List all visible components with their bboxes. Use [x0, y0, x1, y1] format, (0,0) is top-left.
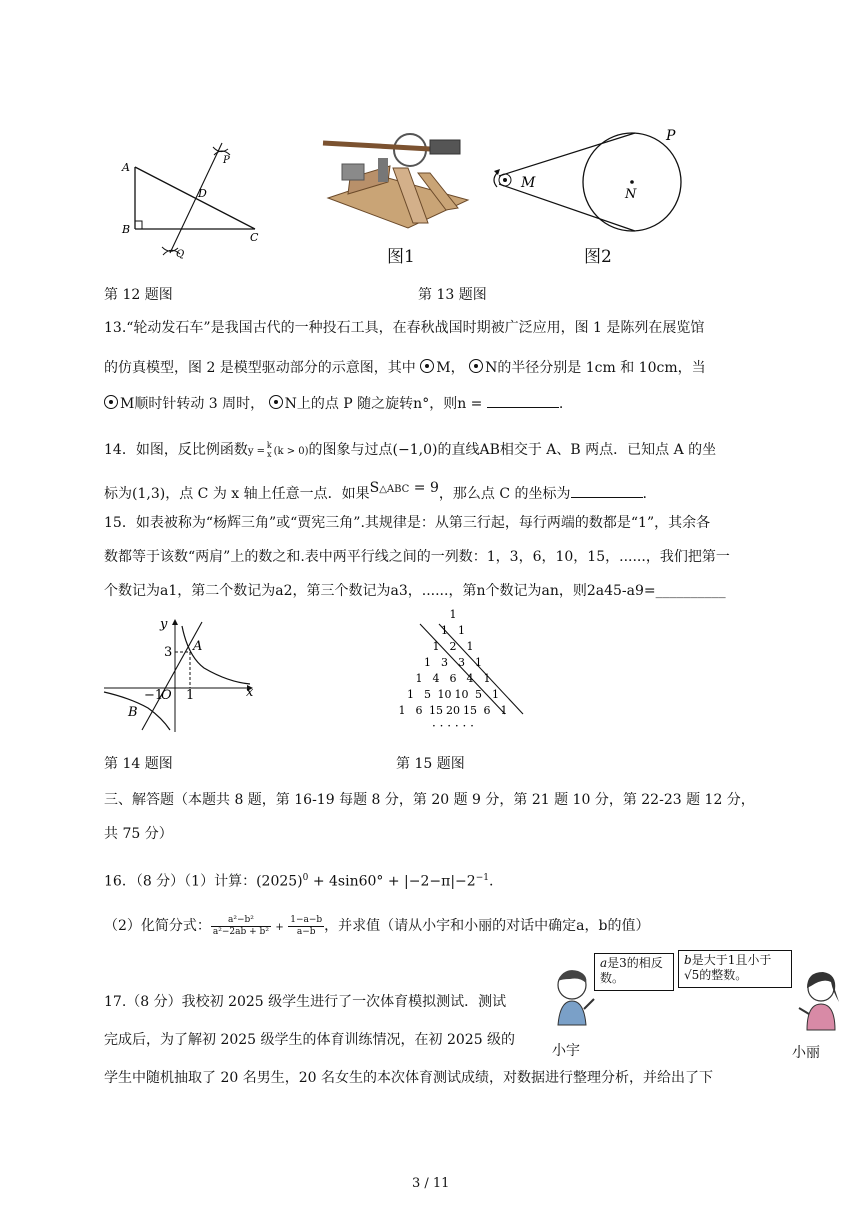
label-P: P	[223, 155, 230, 166]
answer-blank[interactable]	[571, 483, 643, 498]
name-left: 小宇	[552, 1043, 580, 1059]
q14-cond: (k > 0)	[273, 446, 309, 457]
q13-line3-b: N上的点 P 随之旋转n°，则n =	[284, 396, 483, 412]
q15-line2: 数都等于该数“两肩”上的数之和.表中两平行线之间的一列数：1，3，6，10，15，......，我们把第一	[104, 549, 730, 565]
triangle-number: 3	[441, 656, 448, 669]
triangle-number: 6	[449, 672, 457, 685]
q13-line3-c: .	[558, 396, 564, 412]
label-A: A	[122, 161, 130, 174]
q13-line2-text-b: 的半径分别是 1cm 和 10cm，当	[497, 360, 706, 376]
q16-p2-text: ，并求值（请从小宇和小丽的对话中确定a，b的值）	[324, 918, 650, 934]
q15-line1: 15．如表被称为“杨辉三角”或“贾宪三角”.其规律是：从第三行起，每行两端的数都是“1”，其余各	[104, 515, 711, 531]
q17-line2: 完成后，为了解初 2025 级学生的体育训练情况，在初 2025 级的	[104, 1032, 516, 1048]
figure-15-triangle	[335, 602, 565, 742]
bubble-right-var: b	[684, 953, 692, 967]
triangle-number: 1	[475, 656, 482, 669]
q14-line1-d: 相交于 A、B 两点．已知点 A 的坐	[499, 442, 717, 458]
triangle-number: 20	[446, 704, 460, 717]
name-right: 小丽	[792, 1045, 820, 1061]
triangle-number: 15	[463, 704, 477, 717]
q14-ab: AB	[479, 442, 500, 458]
triangle-number: 15	[429, 704, 443, 717]
triangle-number: 6	[483, 704, 491, 717]
origin-label: O	[161, 688, 172, 703]
bubble-right-text1: 是大于1且小于	[691, 953, 772, 967]
q13-line2-text: 的仿真模型，图 2 是模型驱动部分的示意图，其中	[104, 360, 416, 376]
label-B: B	[122, 223, 131, 236]
q16-part2	[104, 912, 649, 942]
q17-line3: 学生中随机抽取了 20 名男生，20 名女生的本次体育测试成绩，对数据进行整理分析，并给出了下	[104, 1070, 713, 1086]
triangle-number: 1	[432, 640, 440, 653]
triangle-number: 1	[466, 640, 474, 653]
triangle-number: 1	[424, 656, 431, 669]
triangle-dots: · · · · · ·	[432, 719, 474, 733]
label-D: D	[198, 187, 207, 200]
q14-func-y: y =	[247, 446, 266, 457]
q14-line2-c: ，那么点 C 的坐标为	[438, 486, 571, 502]
q14-line1-b: 的图象与过点	[308, 442, 393, 458]
figure-12	[110, 135, 270, 265]
frac1-num: a²−b²	[211, 915, 271, 927]
frac-den: x	[267, 450, 272, 459]
label-Q: Q	[176, 249, 185, 260]
q16-p2-label: （2）化简分式：	[104, 918, 211, 934]
label-N: N	[625, 187, 637, 202]
section3-line2: 共 75 分）	[104, 826, 173, 842]
frac2-den: a−b	[296, 926, 316, 937]
q14-line2-d: .	[642, 486, 647, 502]
q13-n: N	[485, 360, 498, 376]
triangle-number: 6	[415, 704, 423, 717]
q13-m: M，	[436, 360, 465, 376]
triangle-number: 1	[449, 608, 457, 621]
q14-point: (−1,0)	[392, 442, 438, 458]
q13-line3-a: M顺时针转动 3 周时，	[120, 396, 265, 412]
figure-13-diagram	[485, 125, 690, 237]
q16-frac2	[288, 915, 324, 938]
frac2-num: 1−a−b	[290, 914, 323, 925]
q16-p1-end: .	[488, 873, 494, 890]
bubble-left-text: 是3的相反数。	[600, 956, 663, 985]
triangle-number: 4	[432, 672, 440, 685]
q16-frac1	[211, 915, 271, 938]
tick-neg1: −1	[144, 688, 164, 703]
q13-line3	[104, 393, 563, 414]
q15-line3: 个数记为a1，第二个数记为a2，第三个数记为a3，......，第n个数记为an，则2a45-a9=__________	[104, 583, 726, 599]
tick-1: 1	[186, 688, 195, 703]
triangle-number: 4	[466, 672, 474, 685]
triangle-number: 10	[437, 688, 452, 701]
axis-y-label: y	[160, 617, 168, 632]
circle-dot-icon	[269, 395, 283, 409]
q17-line1: 17.（8 分）我校初 2025 级学生进行了一次体育模拟测试．测试	[104, 994, 507, 1010]
q13-line2	[104, 358, 706, 378]
speech-bubble-left	[594, 953, 674, 991]
caption-13: 第 13 题图	[418, 287, 487, 303]
triangle-number: 1	[492, 688, 499, 701]
circle-dot-icon	[469, 359, 483, 373]
q14-line2-b: ，点 C 为 x 轴上任意一点．如果	[165, 486, 370, 502]
triangle-number: 1	[407, 688, 414, 701]
triangle-number: 10	[454, 688, 469, 701]
q14-frac	[265, 441, 274, 459]
q14-line1-c: 的直线	[437, 442, 480, 458]
axis-x-label: x	[246, 685, 254, 700]
page-number: 3 / 11	[412, 1176, 450, 1191]
point-A-label: A	[193, 639, 203, 654]
section3-line1: 三、解答题（本题共 8 题，第 16-19 每题 8 分，第 20 题 9 分，第 21 题 10 分，第 22-23 题 12 分，	[104, 792, 755, 808]
bubble-left-var: a	[600, 956, 608, 970]
caption-12: 第 12 题图	[104, 287, 173, 303]
catapult-model-image	[318, 128, 478, 240]
q14-a-coord: (1,3)	[132, 486, 166, 502]
circle-dot-icon	[104, 395, 118, 409]
q16-p1-expr: (2025)	[256, 873, 303, 890]
boy-avatar-icon	[550, 965, 600, 1040]
triangle-number: 1	[398, 704, 406, 717]
caption-14: 第 14 题图	[104, 756, 173, 772]
q14-line2	[104, 480, 647, 506]
label-P: P	[666, 128, 676, 144]
label-C: C	[250, 231, 259, 244]
q16-p1-mid: + 4sin60° + |−2−π|−2	[308, 873, 476, 890]
bubble-right-text2: 的整数。	[699, 968, 748, 982]
q13-line1: 13.“轮动发石车”是我国古代的一种投石工具，在春秋战国时期被广泛应用，图 1 是陈列在展览馆	[104, 320, 705, 336]
answer-blank[interactable]	[487, 393, 559, 408]
fig2-label: 图2	[584, 247, 612, 267]
bubble-right-sqrt: √5	[684, 968, 700, 982]
frac-num: k	[266, 441, 272, 450]
triangle-number: 1	[415, 672, 423, 685]
triangle-number: 1	[441, 624, 448, 637]
q16-part1	[104, 868, 493, 892]
figure-14	[100, 612, 265, 737]
girl-avatar-icon	[795, 968, 845, 1043]
q14-s-val: = 9	[409, 480, 439, 496]
circle-dot-icon	[420, 359, 434, 373]
q16-p1-exp: 0	[302, 873, 309, 883]
q16-plus: +	[275, 922, 284, 933]
triangle-number: 5	[475, 688, 482, 701]
triangle-number: 2	[449, 640, 457, 653]
q14-line2-a: 标为	[104, 486, 132, 502]
q16-p1-label: 16．（8 分）（1）计算：	[104, 873, 257, 890]
caption-15: 第 15 题图	[396, 756, 465, 772]
triangle-number: 1	[500, 704, 508, 717]
triangle-number: 1	[458, 624, 465, 637]
triangle-number: 5	[424, 688, 431, 701]
frac1-den: a²−2ab + b²	[212, 926, 269, 937]
q14-line1-a: 14．如图，反比例函数	[104, 442, 248, 458]
q16-p1-exp2: −1	[475, 873, 489, 883]
label-M: M	[521, 175, 536, 191]
point-B-label: B	[128, 705, 138, 720]
triangle-number: 1	[483, 672, 491, 685]
speech-bubble-right	[678, 950, 792, 988]
fig1-label: 图1	[387, 247, 415, 267]
q14-s-sub: △ABC	[379, 484, 410, 495]
tick-3: 3	[164, 645, 173, 660]
triangle-number: 3	[458, 656, 465, 669]
q14-s: S	[369, 480, 380, 496]
q14-line1	[104, 440, 716, 462]
